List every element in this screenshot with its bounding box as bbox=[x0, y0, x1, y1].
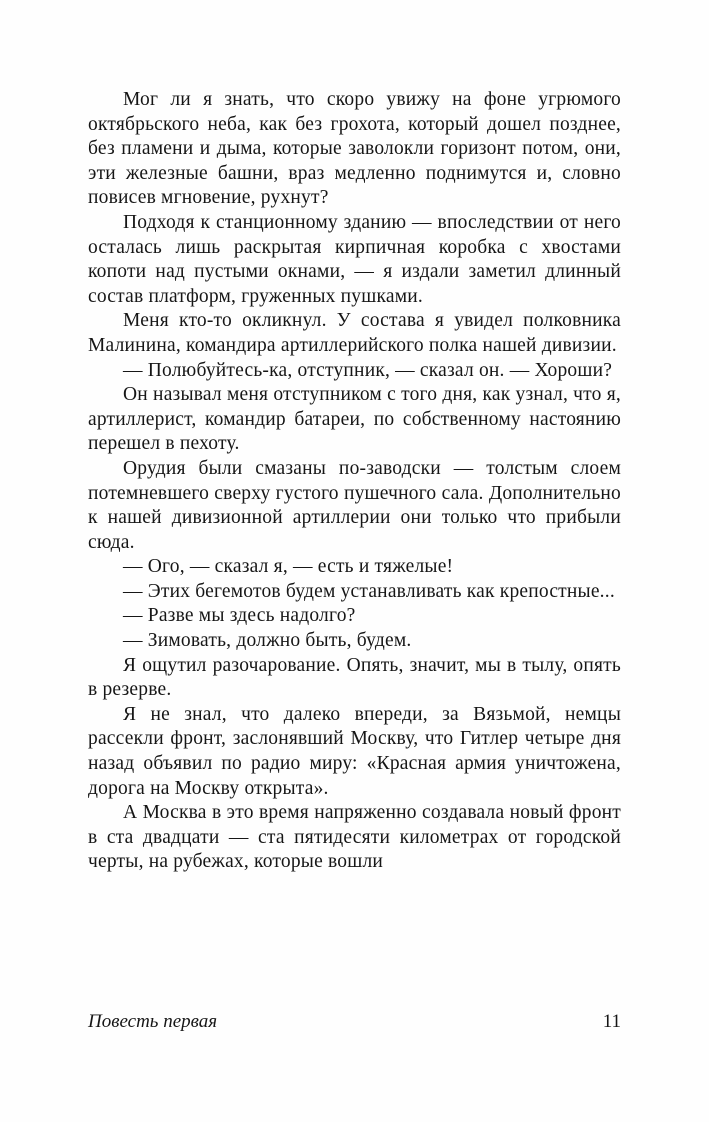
paragraph: Я не знал, что далеко впереди, за Вязьмой, немцы рассекли фронт, заслонявший Москву, что Гитлер четыре дня назад объявил по радио миру: «Красная армия уничтожена, дорога на Москву открыта». bbox=[88, 703, 621, 799]
paragraph: Орудия были смазаны по-заводски — толстым слоем потемневшего сверху густого пушечного сала. Дополнительно к нашей дивизионной артиллерии они только что прибыли сюда. bbox=[88, 457, 621, 553]
paragraph: А Москва в это время напряженно создавала новый фронт в ста двадцати — ста пятидесяти километрах от городской черты, на рубежах, которые вошли bbox=[88, 802, 621, 873]
page-footer bbox=[88, 1010, 621, 1034]
paragraph: Мог ли я знать, что скоро увижу на фоне угрюмого октябрьского неба, как без грохота, который дошел позднее, без пламени и дыма, которые заволокли горизонт потом, они, эти железные башни, враз медленно поднимутся и, словно повисев мгновение, рухнут? bbox=[88, 89, 621, 209]
paragraph: Подходя к станционному зданию — впоследствии от него осталась лишь раскрытая кирпичная коробка с хвостами копоти над пустыми окнами, — я издали заметил длинный состав платформ, груженных пушками. bbox=[88, 211, 621, 307]
paragraph-dialogue: — Полюбуйтесь-ка, отступник, — сказал он. — Хороши? bbox=[123, 359, 613, 381]
running-title: Повесть первая bbox=[88, 1011, 218, 1032]
paragraph: Меня кто-то окликнул. У состава я увидел полковника Малинина, командира артиллерийского полка нашей дивизии. bbox=[88, 310, 621, 356]
paragraph-dialogue: — Этих бегемотов будем устанавливать как крепостные... bbox=[123, 580, 615, 602]
page-number: 11 bbox=[602, 1011, 621, 1032]
paragraph-dialogue: — Ого, — сказал я, — есть и тяжелые! bbox=[123, 556, 454, 578]
page-text-block bbox=[88, 88, 621, 875]
paragraph: Я ощутил разочарование. Опять, значит, мы в тылу, опять в резерве. bbox=[88, 654, 621, 701]
paragraph-dialogue: — Разве мы здесь надолго? bbox=[123, 605, 356, 627]
paragraph-dialogue: — Зимовать, должно быть, будем. bbox=[123, 630, 412, 652]
paragraph: Он называл меня отступником с того дня, как узнал, что я, артиллерист, командир батареи, по собственному настоянию перешел в пехоту. bbox=[88, 384, 621, 455]
